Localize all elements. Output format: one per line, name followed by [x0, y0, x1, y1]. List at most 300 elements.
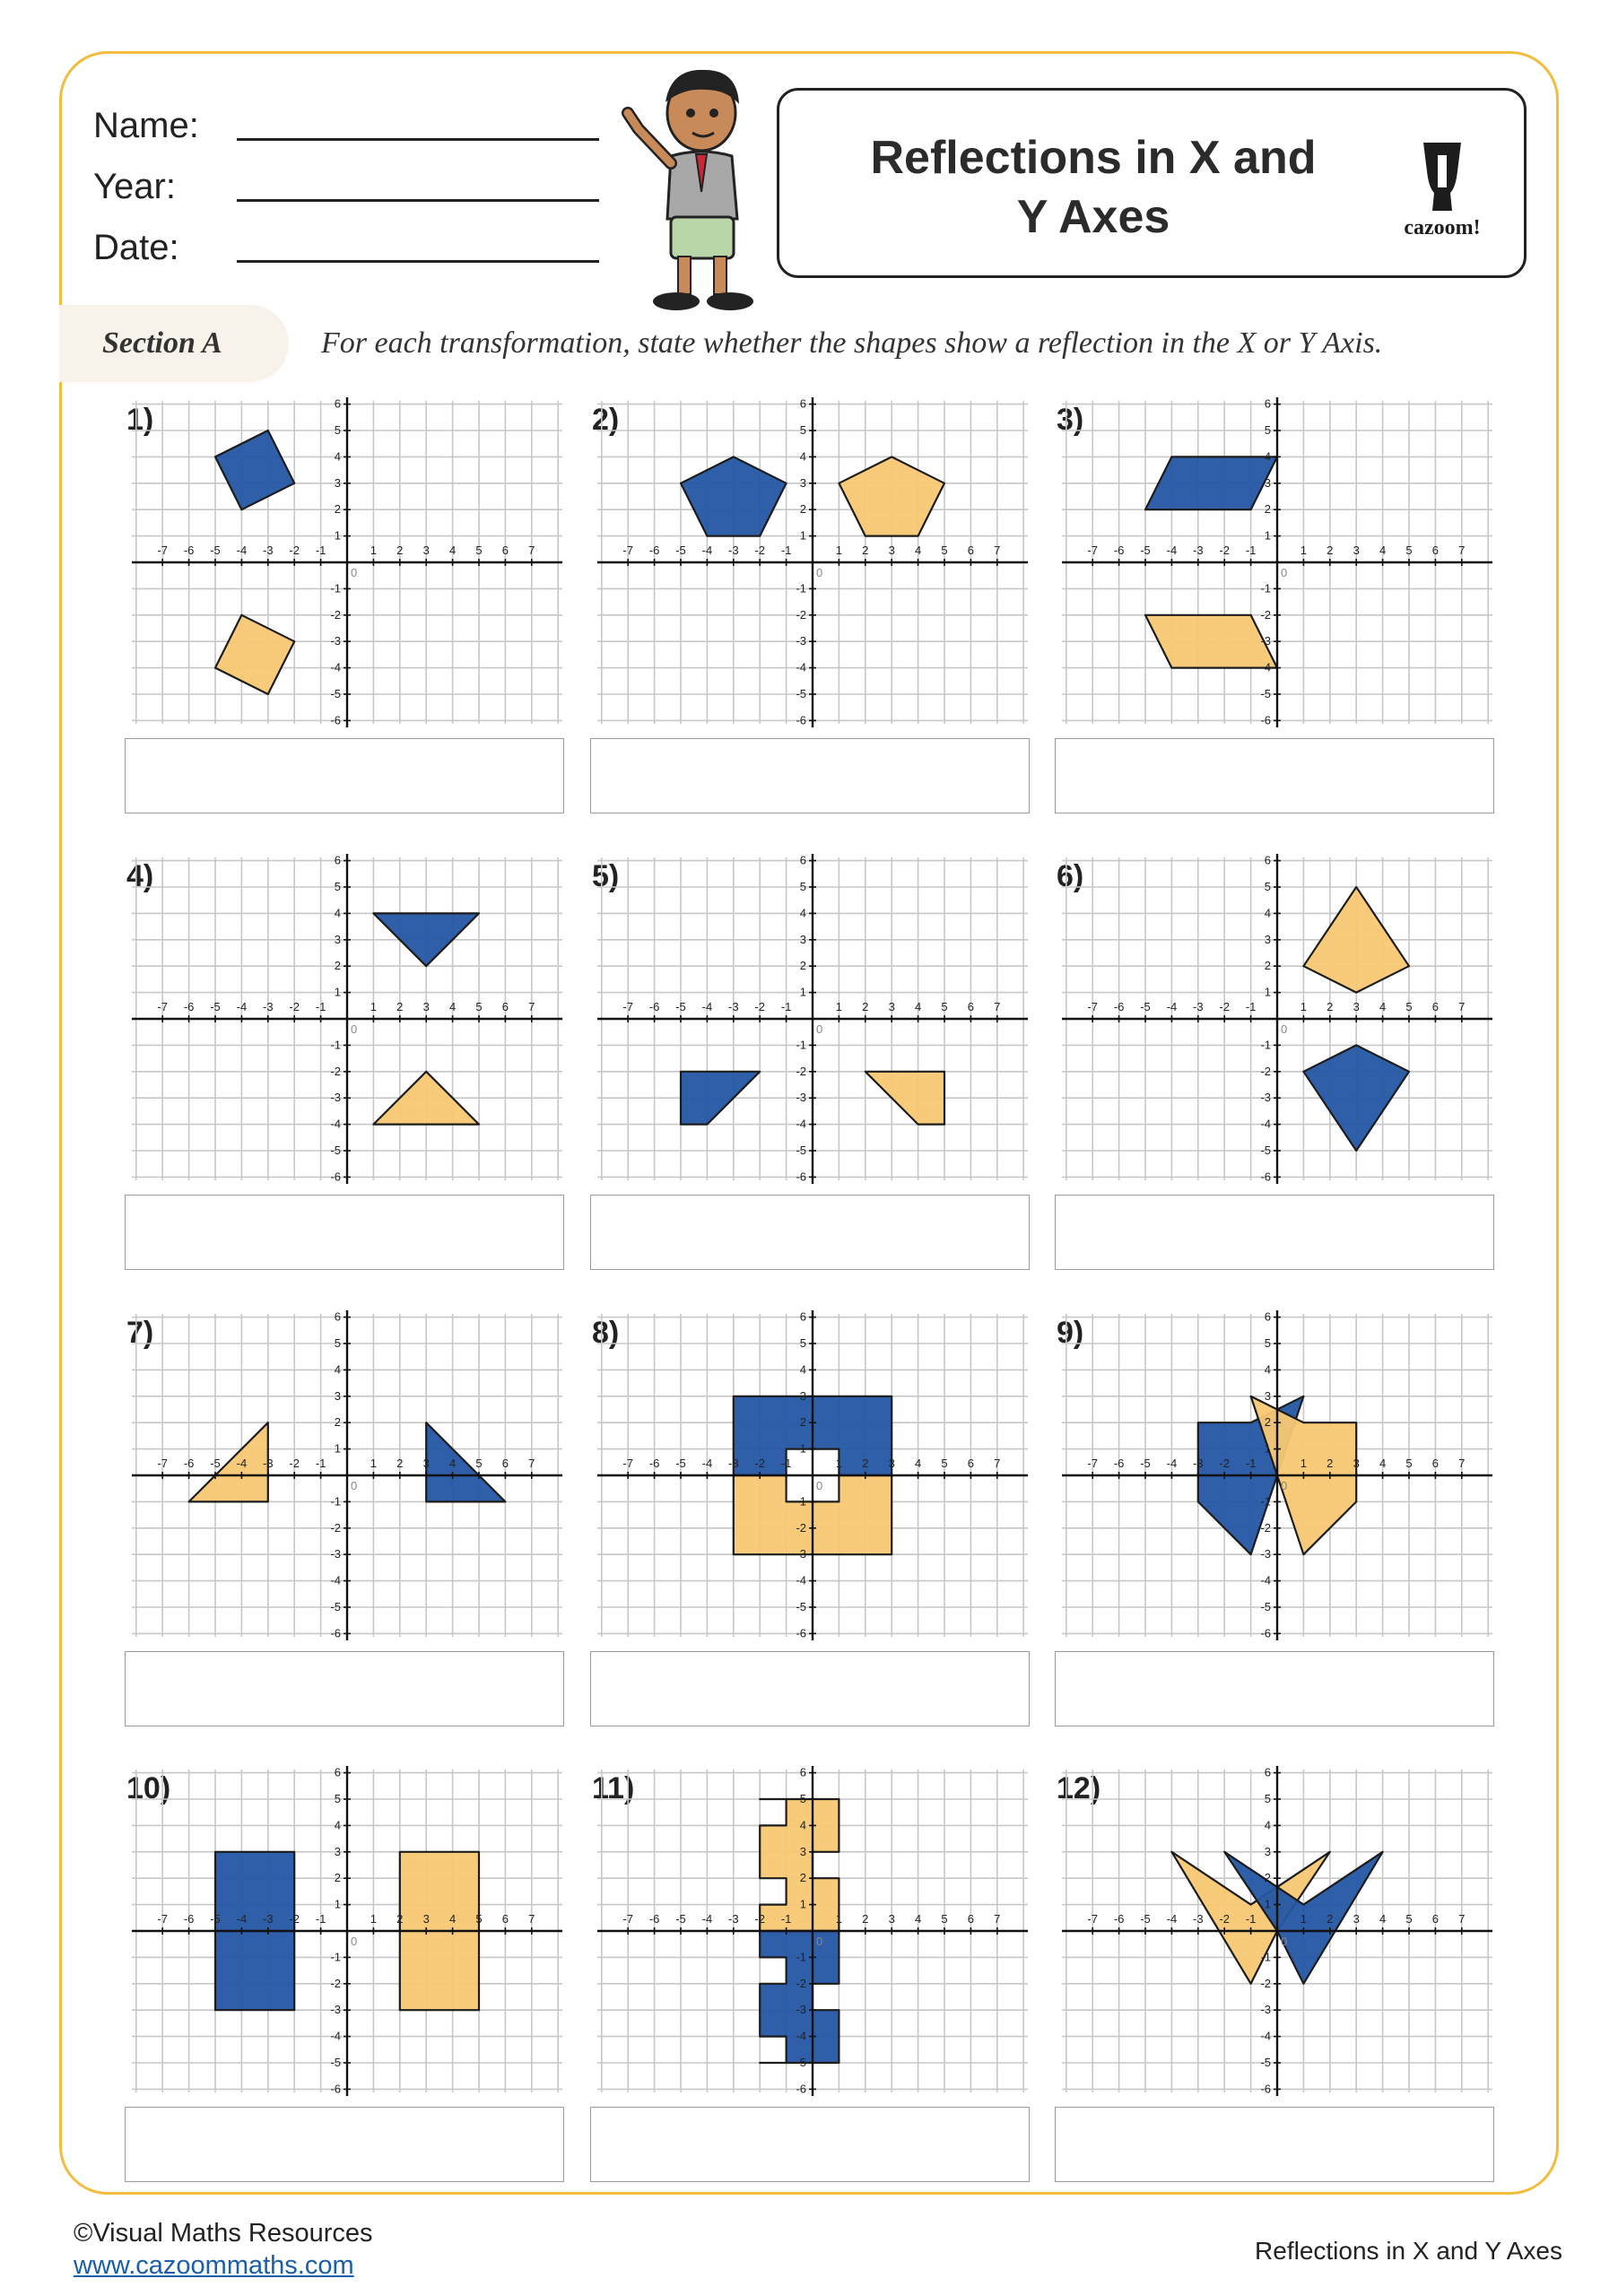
x-tick-label: -1 [780, 544, 792, 557]
x-tick-label: 2 [1327, 1912, 1334, 1926]
y-tick-label: 3 [799, 475, 806, 490]
y-tick-label: 5 [799, 1336, 806, 1350]
y-tick-label: 4 [799, 906, 806, 920]
x-tick-label: 6 [501, 1457, 509, 1470]
x-tick-label: 5 [1405, 1912, 1413, 1926]
x-tick-label: -1 [315, 1457, 326, 1470]
x-tick-label: 3 [1353, 1457, 1360, 1470]
y-tick-label: 6 [334, 1765, 341, 1779]
origin-label: 0 [1281, 1935, 1288, 1948]
origin-label: 0 [816, 1935, 823, 1948]
origin-label: 0 [1281, 1479, 1288, 1492]
y-tick-label: 2 [1264, 502, 1271, 517]
x-tick-label: 4 [914, 544, 922, 557]
y-tick-label: -4 [1260, 660, 1271, 674]
coordinate-grid [597, 1765, 1046, 2101]
y-tick-label: -6 [796, 1170, 806, 1184]
y-tick-label: -3 [796, 1091, 806, 1105]
x-tick-label: 6 [1431, 1912, 1440, 1926]
y-tick-label: 5 [799, 880, 806, 893]
y-tick-label: -5 [1260, 687, 1271, 700]
website-link[interactable]: www.cazoommaths.com [74, 2251, 354, 2280]
x-tick-label: -2 [289, 1912, 300, 1926]
y-tick-label: 3 [1264, 475, 1271, 490]
x-tick-label: -1 [1245, 1457, 1257, 1470]
y-tick-label: -2 [330, 1976, 341, 1990]
x-tick-label: 6 [1431, 1000, 1440, 1013]
svg-text:cazoom!: cazoom! [1404, 216, 1481, 239]
y-tick-label: 6 [1264, 396, 1271, 411]
y-tick-label: 1 [334, 528, 341, 543]
blue-shape [681, 457, 787, 535]
x-tick-label: -5 [1140, 544, 1151, 557]
x-tick-label: -3 [263, 544, 274, 557]
x-tick-label: 4 [1379, 1457, 1387, 1470]
x-tick-label: -5 [1140, 1912, 1151, 1926]
origin-label: 0 [1281, 566, 1288, 579]
y-tick-label: -2 [1260, 1976, 1271, 1990]
date-field[interactable] [237, 260, 599, 263]
y-tick-label: -2 [796, 607, 806, 622]
y-tick-label: 3 [1264, 1844, 1271, 1858]
x-tick-label: -3 [1193, 1000, 1204, 1013]
y-tick-label: -4 [330, 1573, 341, 1587]
y-tick-label: -6 [1260, 713, 1271, 727]
x-tick-label: 6 [1431, 544, 1440, 557]
x-tick-label: 3 [888, 1457, 895, 1470]
y-tick-label: -6 [1260, 1170, 1271, 1184]
x-tick-label: 7 [1458, 544, 1466, 557]
answer-box[interactable] [125, 1195, 564, 1270]
x-tick-label: 4 [914, 1000, 922, 1013]
x-tick-label: 7 [1458, 1457, 1466, 1470]
question-number: 2) [592, 403, 620, 437]
x-tick-label: -4 [701, 1000, 713, 1013]
x-tick-label: 1 [835, 1457, 843, 1470]
x-tick-label: 5 [1405, 1457, 1413, 1470]
x-tick-label: 2 [396, 1912, 404, 1926]
x-tick-label: 3 [888, 1912, 895, 1926]
y-tick-label: -3 [330, 1547, 341, 1561]
x-tick-label: -2 [289, 1000, 300, 1013]
x-tick-label: 4 [914, 1457, 922, 1470]
blue-shape [1145, 457, 1277, 509]
y-tick-label: -1 [1260, 581, 1271, 596]
y-tick-label: 6 [799, 853, 806, 867]
x-tick-label: 3 [422, 1912, 430, 1926]
x-tick-label: -1 [780, 1912, 792, 1926]
y-tick-label: 3 [334, 1844, 341, 1858]
x-tick-label: -4 [701, 1457, 713, 1470]
coordinate-grid [132, 396, 580, 733]
question-number: 11) [592, 1771, 635, 1805]
x-tick-label: 4 [448, 544, 457, 557]
blue-shape [215, 430, 294, 509]
answer-box[interactable] [590, 1651, 1030, 1726]
x-tick-label: -2 [1219, 1000, 1230, 1013]
x-tick-label: 6 [501, 1912, 509, 1926]
y-tick-label: 3 [799, 1388, 806, 1403]
answer-box[interactable] [590, 738, 1030, 813]
x-tick-label: -2 [754, 544, 765, 557]
coordinate-grid [1062, 1765, 1510, 2101]
x-tick-label: -1 [1245, 1000, 1257, 1013]
x-tick-label: -5 [210, 1000, 221, 1013]
x-tick-label: -4 [1166, 1457, 1178, 1470]
y-tick-label: -4 [330, 2029, 341, 2043]
answer-box[interactable] [125, 1651, 564, 1726]
question-number: 7) [126, 1316, 154, 1350]
y-tick-label: 2 [1264, 1871, 1271, 1885]
x-tick-label: 1 [835, 1000, 843, 1013]
x-tick-label: -4 [236, 1457, 248, 1470]
x-tick-label: 2 [396, 1457, 404, 1470]
answer-box[interactable] [125, 2107, 564, 2182]
x-tick-label: 2 [396, 1000, 404, 1013]
x-tick-label: 2 [862, 1000, 869, 1013]
yellow-shape [189, 1422, 268, 1501]
y-tick-label: -4 [1260, 1573, 1271, 1587]
x-tick-label: -7 [157, 1912, 168, 1926]
x-tick-label: 5 [475, 1912, 483, 1926]
x-tick-label: -5 [1140, 1000, 1151, 1013]
x-tick-label: 6 [967, 544, 975, 557]
name-label: Name: [93, 106, 199, 145]
x-tick-label: -4 [701, 544, 713, 557]
x-tick-label: 3 [888, 1000, 895, 1013]
y-tick-label: 5 [334, 1336, 341, 1350]
coordinate-grid [1062, 853, 1510, 1189]
y-tick-label: 4 [1264, 449, 1271, 464]
y-tick-label: -3 [1260, 2003, 1271, 2017]
x-tick-label: -6 [1113, 1912, 1125, 1926]
x-tick-label: 1 [835, 544, 843, 557]
y-tick-label: -5 [330, 1600, 341, 1613]
x-tick-label: -1 [1245, 1912, 1257, 1926]
y-tick-label: 4 [334, 906, 341, 920]
x-tick-label: -6 [648, 1912, 660, 1926]
y-tick-label: 3 [334, 932, 341, 946]
x-tick-label: 5 [941, 1912, 948, 1926]
answer-box[interactable] [1055, 1651, 1494, 1726]
x-tick-label: -7 [622, 1912, 633, 1926]
y-tick-label: -3 [796, 1547, 806, 1561]
x-tick-label: -5 [210, 544, 221, 557]
y-tick-label: 1 [799, 1441, 806, 1456]
y-tick-label: 3 [799, 1844, 806, 1858]
x-tick-label: -6 [1113, 544, 1125, 557]
y-tick-label: 1 [1264, 985, 1271, 999]
y-tick-label: 6 [1264, 1309, 1271, 1324]
answer-box[interactable] [590, 2107, 1030, 2182]
x-tick-label: 4 [448, 1000, 457, 1013]
y-tick-label: 2 [334, 1871, 341, 1885]
y-tick-label: 6 [1264, 1765, 1271, 1779]
x-tick-label: 2 [862, 544, 869, 557]
x-tick-label: -5 [1140, 1457, 1151, 1470]
x-tick-label: 2 [862, 1912, 869, 1926]
x-tick-label: -3 [1193, 1912, 1204, 1926]
cazoom-logo [1393, 134, 1492, 241]
coordinate-grid [1062, 396, 1510, 733]
y-tick-label: 1 [334, 1441, 341, 1456]
x-tick-label: -2 [1219, 1457, 1230, 1470]
y-tick-label: 6 [334, 396, 341, 411]
y-tick-label: 3 [334, 475, 341, 490]
y-tick-label: -6 [796, 713, 806, 727]
question-number: 9) [1057, 1316, 1084, 1350]
origin-label: 0 [816, 1479, 823, 1492]
answer-box[interactable] [1055, 738, 1494, 813]
y-tick-label: -3 [796, 2003, 806, 2017]
x-tick-label: 7 [528, 1000, 535, 1013]
x-tick-label: -4 [236, 1912, 248, 1926]
x-tick-label: 5 [1405, 544, 1413, 557]
y-tick-label: 2 [799, 502, 806, 517]
x-tick-label: 5 [475, 544, 483, 557]
y-tick-label: 5 [799, 423, 806, 437]
coordinate-grid [132, 853, 580, 1189]
y-tick-label: 6 [799, 396, 806, 411]
x-tick-label: -4 [236, 544, 248, 557]
question-number: 3) [1057, 403, 1084, 437]
x-tick-label: -4 [701, 1912, 713, 1926]
x-tick-label: -2 [1219, 544, 1230, 557]
x-tick-label: 2 [1327, 1000, 1334, 1013]
y-tick-label: 4 [334, 1362, 341, 1377]
y-tick-label: -3 [1260, 1091, 1271, 1105]
name-field[interactable] [237, 138, 599, 141]
y-tick-label: -3 [330, 1091, 341, 1105]
coordinate-grid [597, 396, 1046, 733]
x-tick-label: 6 [501, 544, 509, 557]
y-tick-label: -6 [330, 1626, 341, 1640]
x-tick-label: -3 [263, 1457, 274, 1470]
title-box [777, 88, 1527, 278]
y-tick-label: 2 [1264, 959, 1271, 973]
page-title: Reflections in X and Y Axes [870, 132, 1317, 243]
x-tick-label: 5 [475, 1457, 483, 1470]
x-tick-label: -7 [157, 1000, 168, 1013]
x-tick-label: 6 [967, 1912, 975, 1926]
x-tick-label: -1 [1245, 544, 1257, 557]
y-tick-label: 5 [1264, 1792, 1271, 1805]
y-tick-label: -4 [330, 1117, 341, 1131]
x-tick-label: 7 [1458, 1912, 1466, 1926]
x-tick-label: 1 [370, 1000, 378, 1013]
origin-label: 0 [351, 1935, 358, 1948]
question-number: 4) [126, 859, 154, 893]
x-tick-label: -2 [754, 1457, 765, 1470]
question-number: 12) [1057, 1771, 1101, 1805]
y-tick-label: 1 [1264, 528, 1271, 543]
y-tick-label: 1 [334, 985, 341, 999]
y-tick-label: 5 [334, 1792, 341, 1805]
instructions: For each transformation, state whether the shapes show a reflection in the X or Y Axis. [321, 326, 1383, 360]
x-tick-label: -5 [675, 544, 686, 557]
y-tick-label: -2 [1260, 1064, 1271, 1078]
x-tick-label: -1 [315, 1912, 326, 1926]
y-tick-label: -1 [796, 1494, 806, 1509]
y-tick-label: -5 [330, 2056, 341, 2069]
x-tick-label: -6 [183, 1000, 195, 1013]
y-tick-label: 2 [334, 1415, 341, 1430]
x-tick-label: 1 [370, 544, 378, 557]
y-tick-label: 1 [799, 985, 806, 999]
yellow-shape [215, 615, 294, 694]
x-tick-label: 7 [528, 1457, 535, 1470]
x-tick-label: 4 [1379, 1912, 1387, 1926]
x-tick-label: -1 [315, 544, 326, 557]
y-tick-label: 4 [799, 449, 806, 464]
y-tick-label: 2 [1264, 1415, 1271, 1430]
yellow-shape [839, 457, 944, 535]
x-tick-label: -3 [728, 1457, 739, 1470]
x-tick-label: 3 [888, 544, 895, 557]
y-tick-label: -4 [330, 660, 341, 674]
y-tick-label: -1 [796, 1038, 806, 1052]
y-tick-label: -2 [1260, 1520, 1271, 1535]
x-tick-label: -7 [1087, 1000, 1098, 1013]
x-tick-label: 2 [862, 1457, 869, 1470]
question-number: 10) [126, 1771, 171, 1805]
question-number: 8) [592, 1316, 620, 1350]
x-tick-label: 5 [941, 1457, 948, 1470]
x-tick-label: -3 [1193, 1457, 1204, 1470]
x-tick-label: -3 [728, 544, 739, 557]
y-tick-label: -4 [1260, 2029, 1271, 2043]
y-tick-label: -1 [1260, 1950, 1271, 1964]
x-tick-label: -3 [263, 1912, 274, 1926]
x-tick-label: -7 [622, 1457, 633, 1470]
x-tick-label: -5 [675, 1912, 686, 1926]
y-tick-label: 6 [799, 1765, 806, 1779]
x-tick-label: -3 [728, 1912, 739, 1926]
y-tick-label: 2 [334, 959, 341, 973]
year-label: Year: [93, 167, 176, 206]
x-tick-label: 1 [1300, 544, 1308, 557]
y-tick-label: 5 [799, 1792, 806, 1805]
x-tick-label: -2 [289, 544, 300, 557]
y-tick-label: -1 [330, 1494, 341, 1509]
y-tick-label: 6 [334, 1309, 341, 1324]
x-tick-label: 3 [1353, 1912, 1360, 1926]
x-tick-label: -2 [1219, 1912, 1230, 1926]
coordinate-grid [597, 1309, 1046, 1646]
x-tick-label: -7 [1087, 1912, 1098, 1926]
y-tick-label: -1 [330, 581, 341, 596]
coordinate-grid [132, 1765, 580, 2101]
y-tick-label: -4 [796, 1573, 806, 1587]
x-tick-label: -4 [1166, 544, 1178, 557]
x-tick-label: -5 [210, 1912, 221, 1926]
x-tick-label: 5 [475, 1000, 483, 1013]
x-tick-label: 6 [1431, 1457, 1440, 1470]
x-tick-label: -2 [289, 1457, 300, 1470]
origin-label: 0 [816, 1022, 823, 1036]
coordinate-grid [1062, 1309, 1510, 1646]
y-tick-label: 2 [799, 1871, 806, 1885]
x-tick-label: -3 [1193, 544, 1204, 557]
x-tick-label: -7 [157, 1457, 168, 1470]
x-tick-label: -6 [648, 1000, 660, 1013]
x-tick-label: 2 [1327, 544, 1334, 557]
y-tick-label: -6 [330, 1170, 341, 1184]
year-field[interactable] [237, 199, 599, 202]
origin-label: 0 [351, 1022, 358, 1036]
y-tick-label: -1 [796, 581, 806, 596]
y-tick-label: 3 [334, 1388, 341, 1403]
y-tick-label: -5 [330, 687, 341, 700]
answer-box[interactable] [590, 1195, 1030, 1270]
answer-box[interactable] [1055, 1195, 1494, 1270]
x-tick-label: 1 [370, 1457, 378, 1470]
y-tick-label: -4 [796, 660, 806, 674]
x-tick-label: 7 [994, 544, 1001, 557]
x-tick-label: -1 [780, 1000, 792, 1013]
x-tick-label: -5 [210, 1457, 221, 1470]
y-tick-label: -6 [330, 713, 341, 727]
x-tick-label: 4 [1379, 544, 1387, 557]
x-tick-label: 4 [914, 1912, 922, 1926]
y-tick-label: 5 [334, 423, 341, 437]
yellow-shape [1145, 615, 1277, 668]
x-tick-label: -7 [1087, 544, 1098, 557]
y-tick-label: -1 [796, 1950, 806, 1964]
y-tick-label: 2 [799, 1415, 806, 1430]
x-tick-label: 4 [448, 1912, 457, 1926]
x-tick-label: -2 [754, 1912, 765, 1926]
y-tick-label: -2 [796, 1976, 806, 1990]
y-tick-label: 3 [1264, 1388, 1271, 1403]
copyright: ©Visual Maths Resources [74, 2219, 373, 2248]
section-pill [59, 305, 289, 382]
x-tick-label: -7 [157, 544, 168, 557]
x-tick-label: 2 [1327, 1457, 1334, 1470]
y-tick-label: 1 [799, 528, 806, 543]
blue-shape [426, 1422, 505, 1501]
y-tick-label: -1 [1260, 1494, 1271, 1509]
y-tick-label: -2 [796, 1064, 806, 1078]
y-tick-label: -5 [796, 1144, 806, 1157]
y-tick-label: 6 [799, 1309, 806, 1324]
y-tick-label: -3 [330, 634, 341, 648]
x-tick-label: 7 [994, 1000, 1001, 1013]
x-tick-label: 1 [1300, 1912, 1308, 1926]
y-tick-label: -5 [796, 1600, 806, 1613]
y-tick-label: 2 [799, 959, 806, 973]
x-tick-label: 7 [994, 1912, 1001, 1926]
answer-box[interactable] [1055, 2107, 1494, 2182]
y-tick-label: -1 [1260, 1038, 1271, 1052]
x-tick-label: 5 [1405, 1000, 1413, 1013]
y-tick-label: 3 [799, 932, 806, 946]
origin-label: 0 [816, 566, 823, 579]
x-tick-label: 2 [396, 544, 404, 557]
x-tick-label: -7 [622, 1000, 633, 1013]
y-tick-label: 5 [1264, 880, 1271, 893]
x-tick-label: 3 [422, 544, 430, 557]
x-tick-label: 7 [1458, 1000, 1466, 1013]
y-tick-label: -3 [1260, 1547, 1271, 1561]
x-tick-label: -3 [263, 1000, 274, 1013]
y-tick-label: -2 [330, 1064, 341, 1078]
answer-box[interactable] [125, 738, 564, 813]
x-tick-label: -7 [622, 544, 633, 557]
y-tick-label: -2 [1260, 607, 1271, 622]
origin-label: 0 [1281, 1022, 1288, 1036]
y-tick-label: -1 [330, 1950, 341, 1964]
